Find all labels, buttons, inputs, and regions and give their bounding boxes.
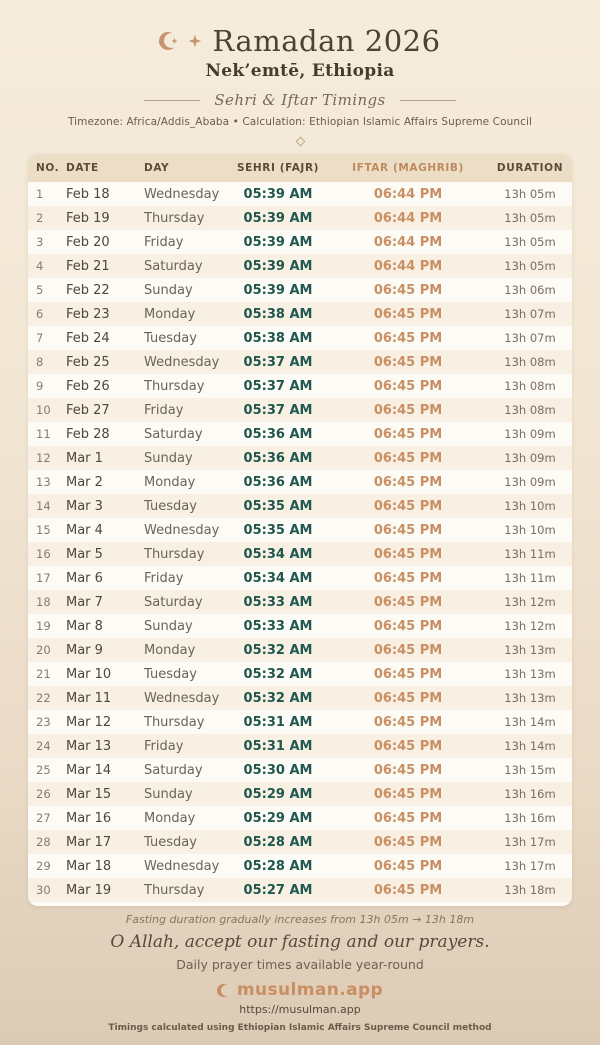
row-duration: 13h 05m bbox=[504, 187, 556, 201]
row-iftar-time: 06:45 PM bbox=[373, 618, 443, 634]
row-day: Wednesday bbox=[144, 690, 220, 706]
row-iftar-time: 06:45 PM bbox=[373, 882, 443, 898]
table-row bbox=[28, 686, 572, 710]
row-date: Mar 11 bbox=[66, 690, 112, 706]
row-number: 14 bbox=[36, 499, 51, 513]
row-iftar-time: 06:45 PM bbox=[373, 786, 443, 802]
row-number: 10 bbox=[36, 403, 51, 417]
timezone-calculation-meta: Timezone: Africa/Addis_Ababa • Calculation: Ethiopian Islamic Affairs Supreme Council bbox=[67, 116, 533, 128]
row-iftar-time: 06:45 PM bbox=[373, 450, 443, 466]
row-sehri-time: 05:37 AM bbox=[243, 402, 313, 418]
row-sehri-time: 05:39 AM bbox=[243, 210, 313, 226]
row-duration: 13h 14m bbox=[504, 715, 556, 729]
row-day: Monday bbox=[144, 306, 196, 322]
row-day: Sunday bbox=[144, 786, 193, 802]
left-divider-line bbox=[144, 100, 200, 101]
row-date: Feb 26 bbox=[66, 378, 110, 394]
row-number: 25 bbox=[36, 763, 51, 777]
row-sehri-time: 05:32 AM bbox=[243, 642, 313, 658]
row-iftar-time: 06:45 PM bbox=[373, 594, 443, 610]
row-number: 24 bbox=[36, 739, 51, 753]
row-iftar-time: 06:45 PM bbox=[373, 474, 443, 490]
row-sehri-time: 05:31 AM bbox=[243, 714, 313, 730]
row-iftar-time: 06:45 PM bbox=[373, 834, 443, 850]
row-sehri-time: 05:35 AM bbox=[243, 522, 313, 538]
row-date: Feb 23 bbox=[66, 306, 110, 322]
row-number: 6 bbox=[36, 307, 44, 321]
daily-availability-text: Daily prayer times available year-round bbox=[176, 957, 424, 972]
row-iftar-time: 06:45 PM bbox=[373, 690, 443, 706]
row-number: 13 bbox=[36, 475, 51, 489]
row-number: 16 bbox=[36, 547, 51, 561]
row-day: Friday bbox=[144, 570, 184, 586]
table-row bbox=[28, 206, 572, 230]
row-duration: 13h 12m bbox=[504, 619, 556, 633]
row-duration: 13h 17m bbox=[504, 835, 556, 849]
row-duration: 13h 13m bbox=[504, 643, 556, 657]
row-date: Feb 22 bbox=[66, 282, 110, 298]
table-row bbox=[28, 350, 572, 374]
row-iftar-time: 06:45 PM bbox=[373, 546, 443, 562]
row-date: Mar 2 bbox=[66, 474, 103, 490]
row-date: Feb 21 bbox=[66, 258, 110, 274]
row-sehri-time: 05:27 AM bbox=[243, 882, 313, 898]
row-number: 4 bbox=[36, 259, 44, 273]
table-row bbox=[28, 806, 572, 830]
row-duration: 13h 07m bbox=[504, 331, 556, 345]
row-day: Thursday bbox=[144, 210, 205, 226]
row-iftar-time: 06:45 PM bbox=[373, 330, 443, 346]
row-date: Mar 6 bbox=[66, 570, 103, 586]
row-date: Feb 24 bbox=[66, 330, 110, 346]
table-row bbox=[28, 662, 572, 686]
table-row bbox=[28, 398, 572, 422]
timetable-header bbox=[28, 154, 572, 182]
row-date: Mar 17 bbox=[66, 834, 112, 850]
row-date: Feb 25 bbox=[66, 354, 110, 370]
row-day: Wednesday bbox=[144, 186, 220, 202]
col-header-duration: DURATION bbox=[488, 154, 572, 182]
row-date: Mar 19 bbox=[66, 882, 112, 898]
row-duration: 13h 13m bbox=[504, 691, 556, 705]
row-iftar-time: 06:44 PM bbox=[373, 258, 443, 274]
row-sehri-time: 05:30 AM bbox=[243, 762, 313, 778]
star-icon bbox=[171, 38, 177, 44]
table-row bbox=[28, 542, 572, 566]
table-row bbox=[28, 590, 572, 614]
row-date: Mar 18 bbox=[66, 858, 112, 874]
page-header bbox=[0, 0, 600, 145]
row-date: Mar 3 bbox=[66, 498, 103, 514]
row-number: 11 bbox=[36, 427, 51, 441]
page-title: Ramadan 2026 bbox=[212, 24, 441, 58]
table-row bbox=[28, 302, 572, 326]
row-duration: 13h 05m bbox=[504, 259, 556, 273]
row-duration: 13h 12m bbox=[504, 595, 556, 609]
row-sehri-time: 05:36 AM bbox=[243, 426, 313, 442]
timetable-card bbox=[28, 154, 572, 906]
table-row bbox=[28, 518, 572, 542]
row-date: Mar 10 bbox=[66, 666, 112, 682]
row-iftar-time: 06:45 PM bbox=[373, 738, 443, 754]
table-row bbox=[28, 422, 572, 446]
row-date: Mar 15 bbox=[66, 786, 112, 802]
row-number: 18 bbox=[36, 595, 51, 609]
table-row bbox=[28, 182, 572, 206]
row-number: 17 bbox=[36, 571, 51, 585]
table-row bbox=[28, 494, 572, 518]
row-iftar-time: 06:45 PM bbox=[373, 858, 443, 874]
row-day: Thursday bbox=[144, 378, 205, 394]
row-number: 8 bbox=[36, 355, 44, 369]
timings-subtitle: Sehri & Iftar Timings bbox=[214, 91, 386, 109]
page-footer bbox=[0, 913, 600, 1033]
row-day: Monday bbox=[144, 474, 196, 490]
row-number: 30 bbox=[36, 883, 51, 897]
brand-url-link[interactable]: https://musulman.app bbox=[239, 1003, 361, 1016]
table-row bbox=[28, 470, 572, 494]
row-number: 22 bbox=[36, 691, 51, 705]
col-header-no: NO. bbox=[28, 154, 58, 182]
row-date: Mar 7 bbox=[66, 594, 103, 610]
duration-note: Fasting duration gradually increases from 13h 05m → 13h 18m bbox=[125, 913, 475, 926]
row-sehri-time: 05:31 AM bbox=[243, 738, 313, 754]
row-date: Mar 16 bbox=[66, 810, 112, 826]
row-day: Thursday bbox=[144, 714, 205, 730]
table-row bbox=[28, 566, 572, 590]
row-duration: 13h 08m bbox=[504, 379, 556, 393]
row-sehri-time: 05:36 AM bbox=[243, 474, 313, 490]
table-row bbox=[28, 638, 572, 662]
row-day: Tuesday bbox=[144, 330, 197, 346]
row-iftar-time: 06:45 PM bbox=[373, 354, 443, 370]
row-date: Mar 12 bbox=[66, 714, 112, 730]
row-day: Wednesday bbox=[144, 858, 220, 874]
row-number: 27 bbox=[36, 811, 51, 825]
row-duration: 13h 05m bbox=[504, 211, 556, 225]
diamond-ornament-icon bbox=[295, 137, 305, 147]
row-sehri-time: 05:32 AM bbox=[243, 690, 313, 706]
brand-crescent-icon bbox=[217, 984, 230, 997]
row-iftar-time: 06:45 PM bbox=[373, 498, 443, 514]
row-day: Sunday bbox=[144, 450, 193, 466]
row-number: 23 bbox=[36, 715, 51, 729]
row-date: Feb 18 bbox=[66, 186, 110, 202]
table-row bbox=[28, 254, 572, 278]
row-sehri-time: 05:36 AM bbox=[243, 450, 313, 466]
header-row bbox=[28, 154, 572, 182]
row-date: Mar 1 bbox=[66, 450, 103, 466]
row-number: 26 bbox=[36, 787, 51, 801]
row-day: Friday bbox=[144, 738, 184, 754]
row-day: Wednesday bbox=[144, 522, 220, 538]
row-sehri-time: 05:37 AM bbox=[243, 378, 313, 394]
row-duration: 13h 06m bbox=[504, 283, 556, 297]
row-day: Thursday bbox=[144, 546, 205, 562]
table-row bbox=[28, 878, 572, 902]
title-row bbox=[0, 22, 600, 60]
row-duration: 13h 14m bbox=[504, 739, 556, 753]
row-day: Saturday bbox=[144, 426, 203, 442]
row-date: Mar 9 bbox=[66, 642, 103, 658]
row-day: Sunday bbox=[144, 618, 193, 634]
row-day: Tuesday bbox=[144, 498, 197, 514]
table-row bbox=[28, 230, 572, 254]
row-iftar-time: 06:45 PM bbox=[373, 402, 443, 418]
row-day: Saturday bbox=[144, 258, 203, 274]
table-row bbox=[28, 782, 572, 806]
row-iftar-time: 06:45 PM bbox=[373, 426, 443, 442]
subtitle-row bbox=[0, 91, 600, 109]
row-iftar-time: 06:45 PM bbox=[373, 282, 443, 298]
row-duration: 13h 05m bbox=[504, 235, 556, 249]
row-duration: 13h 08m bbox=[504, 403, 556, 417]
row-number: 3 bbox=[36, 235, 44, 249]
row-date: Mar 8 bbox=[66, 618, 103, 634]
row-date: Feb 19 bbox=[66, 210, 110, 226]
row-sehri-time: 05:39 AM bbox=[243, 234, 313, 250]
row-number: 12 bbox=[36, 451, 51, 465]
row-number: 29 bbox=[36, 859, 51, 873]
row-iftar-time: 06:45 PM bbox=[373, 378, 443, 394]
table-row bbox=[28, 758, 572, 782]
table-row bbox=[28, 278, 572, 302]
row-date: Mar 13 bbox=[66, 738, 112, 754]
table-row bbox=[28, 446, 572, 470]
row-duration: 13h 10m bbox=[504, 523, 556, 537]
dua-text: O Allah, accept our fasting and our prayers. bbox=[110, 932, 490, 952]
row-sehri-time: 05:28 AM bbox=[243, 834, 313, 850]
row-number: 7 bbox=[36, 331, 44, 345]
row-number: 28 bbox=[36, 835, 51, 849]
row-date: Mar 4 bbox=[66, 522, 103, 538]
calculation-method-note: Timings calculated using Ethiopian Islamic Affairs Supreme Council method bbox=[108, 1023, 492, 1033]
table-row bbox=[28, 734, 572, 758]
row-number: 5 bbox=[36, 283, 44, 297]
row-sehri-time: 05:34 AM bbox=[243, 570, 313, 586]
table-row bbox=[28, 710, 572, 734]
row-sehri-time: 05:38 AM bbox=[243, 330, 313, 346]
timetable bbox=[28, 154, 572, 902]
row-duration: 13h 13m bbox=[504, 667, 556, 681]
row-duration: 13h 15m bbox=[504, 763, 556, 777]
row-duration: 13h 08m bbox=[504, 355, 556, 369]
row-iftar-time: 06:44 PM bbox=[373, 234, 443, 250]
row-date: Feb 20 bbox=[66, 234, 110, 250]
col-header-date: DATE bbox=[58, 154, 132, 182]
timetable-body bbox=[28, 182, 572, 902]
row-sehri-time: 05:35 AM bbox=[243, 498, 313, 514]
row-iftar-time: 06:45 PM bbox=[373, 570, 443, 586]
row-day: Sunday bbox=[144, 282, 193, 298]
table-row bbox=[28, 326, 572, 350]
row-day: Tuesday bbox=[144, 666, 197, 682]
row-iftar-time: 06:45 PM bbox=[373, 714, 443, 730]
row-duration: 13h 10m bbox=[504, 499, 556, 513]
row-sehri-time: 05:33 AM bbox=[243, 618, 313, 634]
row-number: 1 bbox=[36, 187, 44, 201]
sparkle-star-icon bbox=[188, 35, 201, 48]
row-sehri-time: 05:33 AM bbox=[243, 594, 313, 610]
table-row bbox=[28, 614, 572, 638]
row-day: Saturday bbox=[144, 762, 203, 778]
row-iftar-time: 06:44 PM bbox=[373, 186, 443, 202]
row-day: Saturday bbox=[144, 594, 203, 610]
row-duration: 13h 09m bbox=[504, 451, 556, 465]
row-sehri-time: 05:39 AM bbox=[243, 258, 313, 274]
row-duration: 13h 09m bbox=[504, 475, 556, 489]
right-divider-line bbox=[400, 100, 456, 101]
table-row bbox=[28, 374, 572, 398]
row-number: 20 bbox=[36, 643, 51, 657]
row-sehri-time: 05:29 AM bbox=[243, 786, 313, 802]
row-day: Tuesday bbox=[144, 834, 197, 850]
row-sehri-time: 05:29 AM bbox=[243, 810, 313, 826]
crescent-moon-icon bbox=[159, 32, 177, 50]
row-duration: 13h 07m bbox=[504, 307, 556, 321]
row-duration: 13h 17m bbox=[504, 859, 556, 873]
row-iftar-time: 06:45 PM bbox=[373, 642, 443, 658]
row-sehri-time: 05:37 AM bbox=[243, 354, 313, 370]
col-header-sehri: SEHRI (FAJR) bbox=[228, 154, 328, 182]
row-sehri-time: 05:32 AM bbox=[243, 666, 313, 682]
location-subtitle: Nek’emtē, Ethiopia bbox=[205, 61, 395, 81]
row-day: Friday bbox=[144, 234, 184, 250]
table-row bbox=[28, 854, 572, 878]
row-duration: 13h 11m bbox=[504, 547, 556, 561]
row-date: Feb 27 bbox=[66, 402, 110, 418]
row-iftar-time: 06:45 PM bbox=[373, 810, 443, 826]
row-day: Monday bbox=[144, 810, 196, 826]
row-number: 19 bbox=[36, 619, 51, 633]
row-duration: 13h 11m bbox=[504, 571, 556, 585]
brand-row[interactable] bbox=[0, 980, 600, 1000]
row-day: Thursday bbox=[144, 882, 205, 898]
row-iftar-time: 06:45 PM bbox=[373, 306, 443, 322]
row-number: 15 bbox=[36, 523, 51, 537]
col-header-day: DAY bbox=[132, 154, 228, 182]
row-duration: 13h 18m bbox=[504, 883, 556, 897]
row-duration: 13h 16m bbox=[504, 787, 556, 801]
row-iftar-time: 06:45 PM bbox=[373, 666, 443, 682]
brand-name[interactable]: musulman.app bbox=[236, 980, 384, 1000]
row-sehri-time: 05:28 AM bbox=[243, 858, 313, 874]
row-number: 9 bbox=[36, 379, 44, 393]
row-duration: 13h 09m bbox=[504, 427, 556, 441]
row-sehri-time: 05:39 AM bbox=[243, 282, 313, 298]
row-iftar-time: 06:44 PM bbox=[373, 210, 443, 226]
row-iftar-time: 06:45 PM bbox=[373, 522, 443, 538]
col-header-iftar: IFTAR (MAGHRIB) bbox=[328, 154, 488, 182]
table-row bbox=[28, 830, 572, 854]
row-duration: 13h 16m bbox=[504, 811, 556, 825]
row-day: Friday bbox=[144, 402, 184, 418]
row-sehri-time: 05:39 AM bbox=[243, 186, 313, 202]
row-iftar-time: 06:45 PM bbox=[373, 762, 443, 778]
row-date: Mar 5 bbox=[66, 546, 103, 562]
row-sehri-time: 05:38 AM bbox=[243, 306, 313, 322]
row-day: Monday bbox=[144, 642, 196, 658]
row-number: 2 bbox=[36, 211, 44, 225]
row-sehri-time: 05:34 AM bbox=[243, 546, 313, 562]
row-number: 21 bbox=[36, 667, 51, 681]
row-date: Feb 28 bbox=[66, 426, 110, 442]
row-day: Wednesday bbox=[144, 354, 220, 370]
row-date: Mar 14 bbox=[66, 762, 112, 778]
